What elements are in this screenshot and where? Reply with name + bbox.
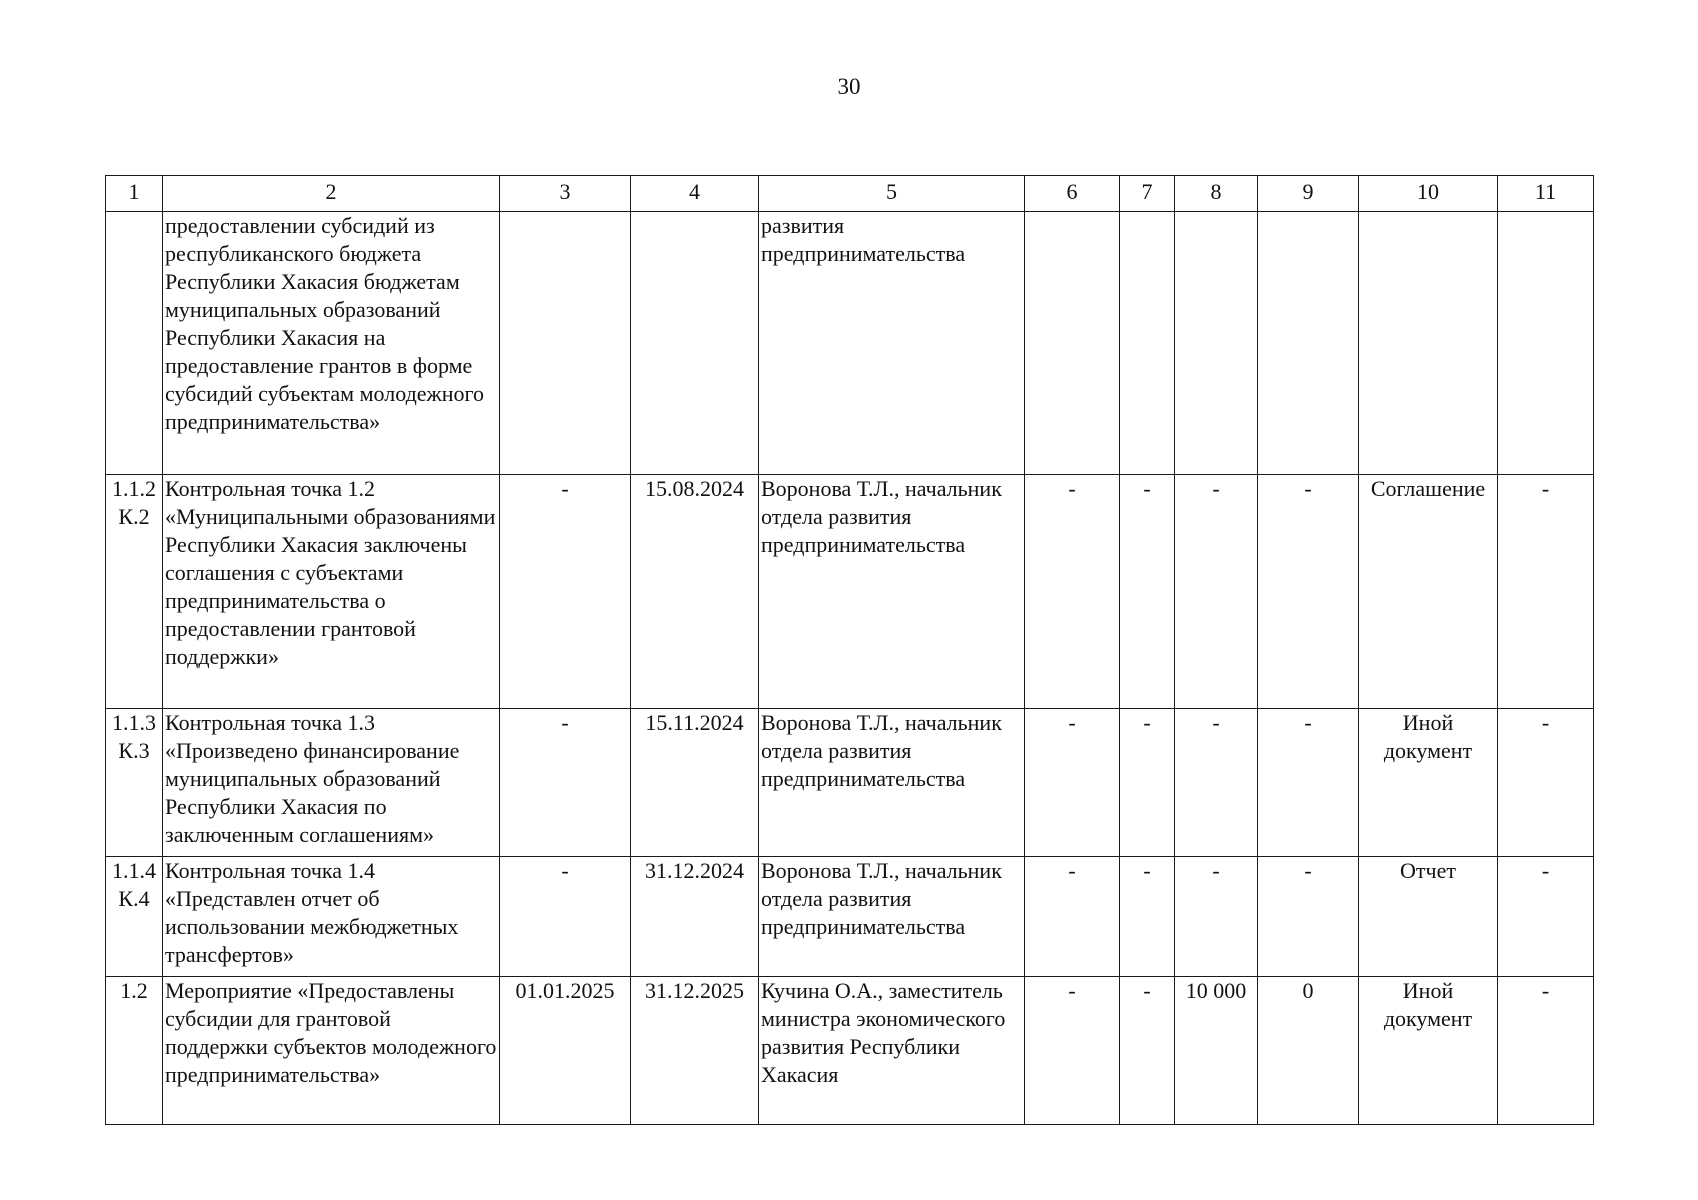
responsible-cell: Кучина О.А., заместитель министра экономического развития Республики Хакасия	[759, 977, 1025, 1125]
number-line-2: К.4	[118, 886, 150, 911]
cell-10: Соглашение	[1359, 475, 1498, 709]
table-row	[106, 475, 1594, 709]
column-header: 7	[1120, 176, 1175, 212]
responsible-cell: развития предпринимательства	[759, 212, 1025, 475]
number-cell	[106, 857, 163, 977]
column-header: 9	[1258, 176, 1359, 212]
end-date-cell: 31.12.2024	[631, 857, 759, 977]
cell-8: -	[1175, 857, 1258, 977]
page-number: 30	[837, 74, 861, 99]
cell-7: -	[1120, 475, 1175, 709]
cell-11: -	[1498, 977, 1594, 1125]
number-cell	[106, 212, 163, 475]
cell-9: -	[1258, 709, 1359, 857]
cell-9: -	[1258, 857, 1359, 977]
cell-6: -	[1025, 857, 1120, 977]
column-header: 10	[1359, 176, 1498, 212]
cell-10: Иной документ	[1359, 977, 1498, 1125]
cell-6	[1025, 212, 1120, 475]
cell-7: -	[1120, 857, 1175, 977]
continuation-row	[106, 212, 1594, 475]
cell-11: -	[1498, 709, 1594, 857]
end-date-cell: 15.11.2024	[631, 709, 759, 857]
cell-6: -	[1025, 709, 1120, 857]
plan-table	[105, 175, 1594, 1125]
name-cell: Контрольная точка 1.3 «Произведено финансирование муниципальных образований Республики Хакасия по заключенным соглашениям»	[163, 709, 500, 857]
end-date-cell: 31.12.2025	[631, 977, 759, 1125]
name-cell: Контрольная точка 1.4 «Представлен отчет об использовании межбюджетных трансфертов»	[163, 857, 500, 977]
column-header: 1	[106, 176, 163, 212]
start-date-cell: -	[500, 857, 631, 977]
cell-8: -	[1175, 709, 1258, 857]
number-line-1: 1.1.4	[112, 858, 156, 883]
number-cell	[106, 709, 163, 857]
cell-7: -	[1120, 977, 1175, 1125]
column-number-header-row	[106, 176, 1594, 212]
start-date-cell: -	[500, 475, 631, 709]
responsible-cell: Воронова Т.Л., начальник отдела развития предпринимательства	[759, 857, 1025, 977]
cell-8: 10 000	[1175, 977, 1258, 1125]
name-cell: Контрольная точка 1.2 «Муниципальными образованиями Республики Хакасия заключены соглашения с субъектами предпринимательства о предоставлении грантовой поддержки»	[163, 475, 500, 709]
responsible-cell: Воронова Т.Л., начальник отдела развития предпринимательства	[759, 475, 1025, 709]
number-cell	[106, 475, 163, 709]
name-cell: предоставлении субсидий из республиканского бюджета Республики Хакасия бюджетам муниципальных образований Республики Хакасия на предоставление грантов в форме субсидий субъектам молодежного предпринимательства»	[163, 212, 500, 475]
cell-10	[1359, 212, 1498, 475]
name-cell: Мероприятие «Предоставлены субсидии для грантовой поддержки субъектов молодежного предпринимательства»	[163, 977, 500, 1125]
cell-11: -	[1498, 857, 1594, 977]
cell-10: Иной документ	[1359, 709, 1498, 857]
cell-6: -	[1025, 977, 1120, 1125]
end-date-cell	[631, 212, 759, 475]
cell-8	[1175, 212, 1258, 475]
cell-9: -	[1258, 475, 1359, 709]
column-header: 8	[1175, 176, 1258, 212]
start-date-cell: -	[500, 709, 631, 857]
table-row	[106, 977, 1594, 1125]
number-cell	[106, 977, 163, 1125]
number-line-2: К.3	[118, 738, 150, 763]
number-line-1: 1.1.3	[112, 710, 156, 735]
cell-11	[1498, 212, 1594, 475]
number-line-1: 1.1.2	[112, 476, 156, 501]
cell-10: Отчет	[1359, 857, 1498, 977]
column-header: 11	[1498, 176, 1594, 212]
start-date-cell: 01.01.2025	[500, 977, 631, 1125]
cell-11: -	[1498, 475, 1594, 709]
responsible-cell: Воронова Т.Л., начальник отдела развития предпринимательства	[759, 709, 1025, 857]
table-row	[106, 709, 1594, 857]
number-line-2: К.2	[118, 504, 150, 529]
column-header: 4	[631, 176, 759, 212]
cell-8: -	[1175, 475, 1258, 709]
column-header: 6	[1025, 176, 1120, 212]
cell-6: -	[1025, 475, 1120, 709]
table-row	[106, 857, 1594, 977]
cell-9	[1258, 212, 1359, 475]
column-header: 5	[759, 176, 1025, 212]
cell-9: 0	[1258, 977, 1359, 1125]
cell-7	[1120, 212, 1175, 475]
end-date-cell: 15.08.2024	[631, 475, 759, 709]
cell-7: -	[1120, 709, 1175, 857]
column-header: 2	[163, 176, 500, 212]
number-line-1: 1.2	[120, 978, 148, 1003]
start-date-cell	[500, 212, 631, 475]
column-header: 3	[500, 176, 631, 212]
